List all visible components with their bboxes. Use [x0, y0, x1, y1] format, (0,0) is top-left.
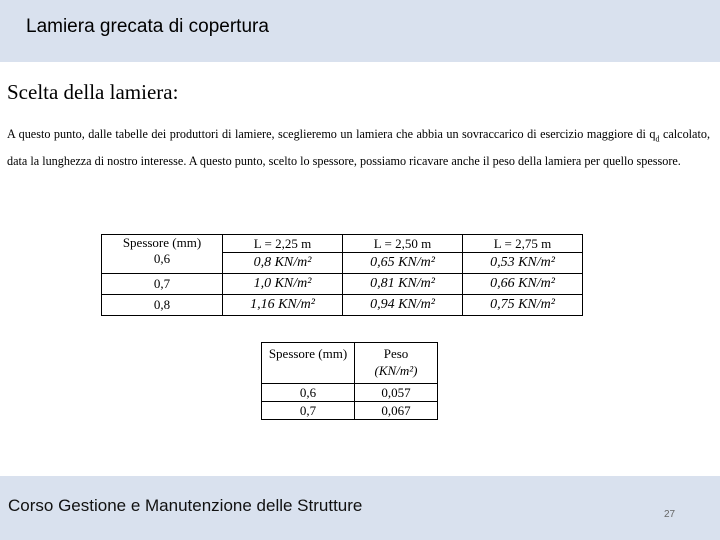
table-cell: 0,8 KN/m² — [223, 253, 343, 274]
table-row — [262, 384, 438, 402]
table-cell: 0,8 — [102, 295, 223, 316]
paragraph-subscript: d — [655, 134, 660, 144]
section-title: Scelta della lamiera: — [7, 80, 179, 104]
table-cell: 0,067 — [355, 402, 438, 420]
table-cell: 1,16 KN/m² — [223, 295, 343, 316]
table-cell: 0,7 — [102, 274, 223, 295]
paragraph-text-before: A questo punto, dalle tabelle dei produttori di lamiere, sceglieremo un lamiera che abbia un sovraccarico di esercizio maggiore di q — [7, 127, 656, 141]
weight-unit-label: (KN/m²) — [374, 363, 418, 378]
body-paragraph — [7, 121, 710, 174]
table-cell: 1,0 KN/m² — [223, 274, 343, 295]
table-cell: 0,53 KN/m² — [463, 253, 583, 274]
page-number: 27 — [664, 509, 676, 520]
table-row — [262, 402, 438, 420]
table-cell: 0,65 KN/m² — [343, 253, 463, 274]
table-header-cell: Spessore (mm) — [262, 343, 355, 384]
thickness-header-label: Spessore (mm) — [122, 235, 202, 250]
table-cell: 0,6 — [262, 384, 355, 402]
table-header-cell: L = 2,75 m — [463, 235, 583, 253]
table-cell: 0,66 KN/m² — [463, 274, 583, 295]
table-header-cell — [355, 343, 438, 384]
table-row — [102, 295, 583, 316]
load-table — [101, 234, 583, 316]
table-cell: 0,75 KN/m² — [463, 295, 583, 316]
course-name: Corso Gestione e Manutenzione delle Strutture — [8, 496, 363, 515]
table-row — [102, 274, 583, 295]
slide-title: Lamiera grecata di copertura — [26, 16, 269, 37]
table-header-cell — [102, 235, 223, 274]
weight-table — [261, 342, 438, 420]
weight-header-label: Peso — [383, 346, 409, 361]
table-cell: 0,057 — [355, 384, 438, 402]
paragraph-text-after: calcolato, data la lunghezza di nostro interesse. A questo punto, scelto lo spessore, possiamo ricavare anche il peso della lamiera per quello spessore. — [7, 127, 710, 168]
table-header-cell: L = 2,50 m — [343, 235, 463, 253]
table-cell: 0,6 — [153, 251, 171, 266]
table-cell: 0,7 — [262, 402, 355, 420]
table-header-row — [262, 343, 438, 384]
table-header-row — [102, 235, 583, 253]
table-header-cell: L = 2,25 m — [223, 235, 343, 253]
table-cell: 0,94 KN/m² — [343, 295, 463, 316]
table-cell: 0,81 KN/m² — [343, 274, 463, 295]
